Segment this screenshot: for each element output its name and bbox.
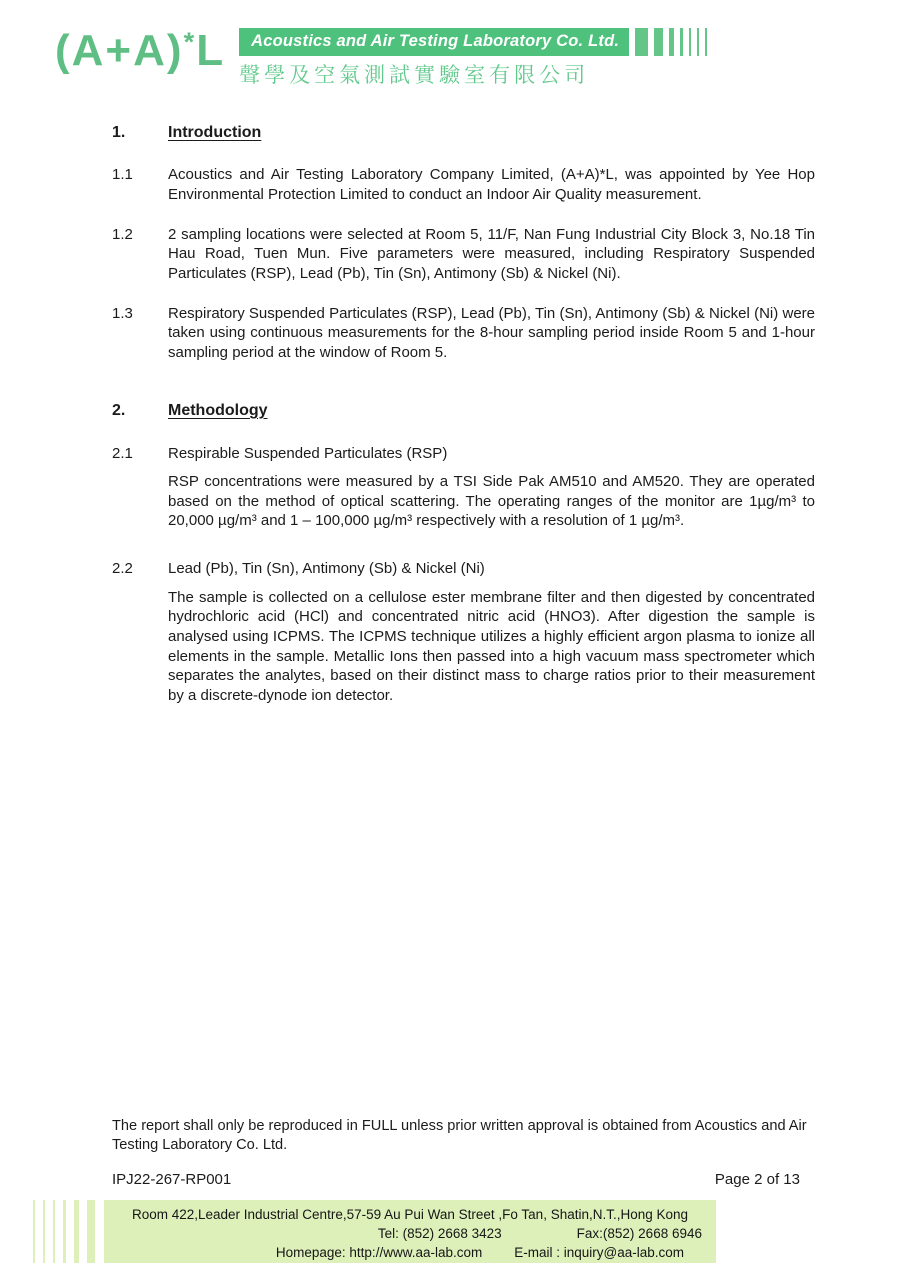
paragraph-1-2 xyxy=(112,225,815,284)
web-email-line xyxy=(118,1244,702,1263)
logo-asterisk: * xyxy=(183,26,197,57)
paragraph-2-2-body xyxy=(112,588,815,706)
paragraph-text: RSP concentrations were measured by a TSI Side Pak AM510 and AM520. They are operated based on the method of optical scattering. The operating ranges of the monitor are 1µg/m³ to 20,000 µg/m³ and 1 – 100,000 µg/m³ respectively with a resolution of 1 µg/m³. xyxy=(168,473,815,530)
section-1-heading xyxy=(112,123,815,144)
section-title: Methodology xyxy=(168,401,268,419)
paragraph-text: Acoustics and Air Testing Laboratory Company Limited, (A+A)*L, was appointed by Yee Hop Environmental Protection Limited to conduct an Indoor Air Quality measurement. xyxy=(168,166,815,204)
report-body xyxy=(112,123,815,706)
section-number: 1. xyxy=(112,123,126,141)
reference-row xyxy=(112,1171,800,1188)
paragraph-2-1-heading xyxy=(112,444,815,464)
page-footer xyxy=(0,1117,900,1273)
paragraph-text: 2 sampling locations were selected at Room 5, 11/F, Nan Fung Industrial City Block 3, No.18 Tin Hau Road, Tuen Mun. Five parameters were measured, including Respiratory Suspended Particulates (RSP), Lead (Pb), Tin (Sn), Antimony (Sb) & Nickel (Ni). xyxy=(168,225,815,283)
section-2-heading xyxy=(112,401,815,422)
reproduction-disclaimer: The report shall only be reproduced in FULL unless prior written approval is obtained from Acoustics and Air Testing Laboratory Co. Ltd. xyxy=(112,1117,807,1153)
logo-suffix: L xyxy=(196,26,226,75)
paragraph-text: Respiratory Suspended Particulates (RSP), Lead (Pb), Tin (Sn), Antimony (Sb) & Nickel (Ni) were taken using continuous measurements for the 8-hour sampling period inside Room 5 and 1-hour sampling period at the window of Room 5. xyxy=(168,304,815,361)
subsection-heading: Lead (Pb), Tin (Sn), Antimony (Sb) & Nickel (Ni) xyxy=(168,560,485,578)
subsection-heading: Respirable Suspended Particulates (RSP) xyxy=(168,444,448,462)
paragraph-number: 1.2 xyxy=(112,225,133,243)
paragraph-2-1-body xyxy=(112,472,815,531)
paragraph-number: 1.1 xyxy=(112,166,133,184)
paragraph-number xyxy=(112,588,168,706)
logo-prefix: (A+A) xyxy=(55,26,184,75)
paragraph-2-2-heading xyxy=(112,559,815,579)
paragraph-number xyxy=(112,472,168,531)
telephone: Tel: (852) 2668 3423 xyxy=(377,1225,502,1241)
tel-fax-line xyxy=(118,1225,702,1244)
fax: Fax:(852) 2668 6946 xyxy=(576,1225,702,1241)
paragraph-number: 2.1 xyxy=(112,444,133,462)
page-indicator: Page 2 of 13 xyxy=(714,1171,800,1188)
homepage-url: Homepage: http://www.aa-lab.com xyxy=(275,1244,483,1260)
banner-row xyxy=(239,28,707,56)
company-address: Room 422,Leader Industrial Centre,57-59 Au Pui Wan Street ,Fo Tan, Shatin,N.T.,Hong Kong xyxy=(131,1207,689,1222)
contact-band xyxy=(104,1200,716,1263)
report-number: IPJ22-267-RP001 xyxy=(112,1171,232,1188)
letterhead-names xyxy=(239,28,707,89)
paragraph-number: 1.3 xyxy=(112,304,133,322)
section-title: Introduction xyxy=(168,123,262,141)
paragraph-text: The sample is collected on a cellulose ester membrane filter and then digested by concentrated hydrochloric acid (HCl) and concentrated nitric acid (HNO3). After digestion the sample is analysed using ICPMS. The ICPMS technique utilizes a highly efficient argon plasma to ionize all elements in the sample. Metallic Ions then passed into a high vacuum mass spectrometer which separates the analytes, based on their distinct mass to charge ratios prior to their measurement by a discrete-dynode ion detector. xyxy=(168,588,815,704)
paragraph-number: 2.2 xyxy=(112,560,133,578)
company-name-english: Acoustics and Air Testing Laboratory Co. Ltd. xyxy=(239,28,629,56)
company-name-chinese: 聲學及空氣測試實驗室有限公司 xyxy=(239,63,590,87)
header-bars-decoration xyxy=(635,28,707,56)
footer-band-row xyxy=(33,1200,900,1263)
paragraph-1-3 xyxy=(112,304,815,363)
footer-bars-decoration xyxy=(33,1200,95,1263)
letterhead xyxy=(0,0,900,89)
section-number: 2. xyxy=(112,401,126,419)
email-address: E-mail : inquiry@aa-lab.com xyxy=(514,1244,684,1260)
company-logo xyxy=(55,28,225,73)
paragraph-1-1 xyxy=(112,165,815,204)
